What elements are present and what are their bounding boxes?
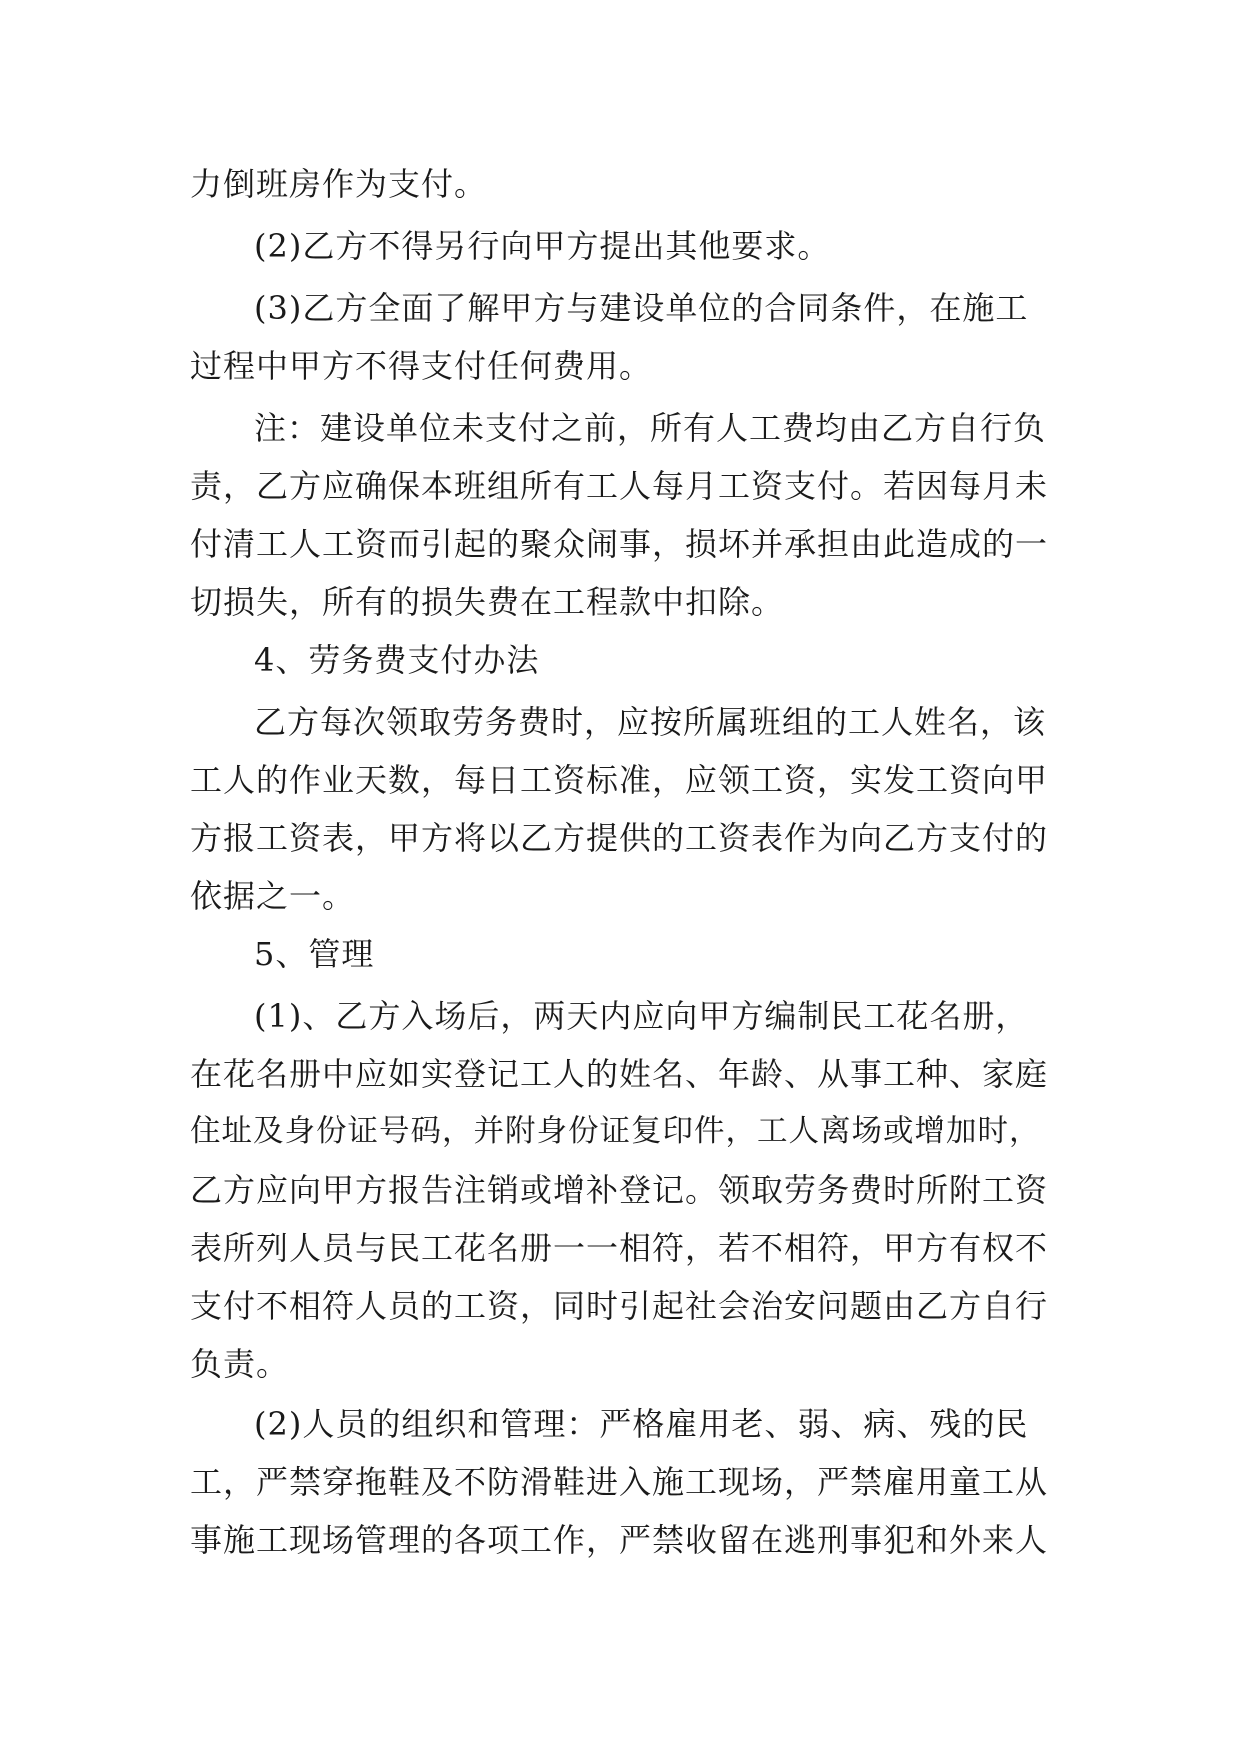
text-line: 表所列人员与民工花名册一一相符，若不相符，甲方有权不: [190, 1229, 1049, 1267]
text-line: 依据之一。: [190, 877, 356, 915]
text-line: 付清工人工资而引起的聚众闹事，损坏并承担由此造成的一: [190, 525, 1049, 563]
section-heading: 4、劳务费支付办法: [254, 641, 540, 679]
text-line: 支付不相符人员的工资，同时引起社会治安问题由乙方自行: [190, 1287, 1049, 1325]
text-line: 工人的作业天数，每日工资标准，应领工资，实发工资向甲: [190, 761, 1049, 799]
text-line: (2)乙方不得另行向甲方提出其他要求。: [254, 227, 831, 265]
text-line: 住址及身份证号码，并附身份证复印件，工人离场或增加时，: [190, 1114, 1041, 1149]
text-line: 方报工资表，甲方将以乙方提供的工资表作为向乙方支付的: [190, 819, 1049, 857]
text-line: 乙方应向甲方报告注销或增补登记。领取劳务费时所附工资: [190, 1171, 1049, 1209]
text-line: (3)乙方全面了解甲方与建设单位的合同条件，在施工: [254, 289, 1029, 327]
text-line: (2)人员的组织和管理：严格雇用老、弱、病、残的民: [254, 1405, 1029, 1443]
text-line: 事施工现场管理的各项工作，严禁收留在逃刑事犯和外来人: [190, 1521, 1049, 1559]
text-line: (1)、乙方入场后，两天内应向甲方编制民工花名册，: [254, 997, 1029, 1035]
text-line: 负责。: [190, 1345, 290, 1383]
text-line: 注：建设单位未支付之前，所有人工费均由乙方自行负: [254, 409, 1047, 447]
text-line: 责，乙方应确保本班组所有工人每月工资支付。若因每月未: [190, 467, 1049, 505]
text-line: 乙方每次领取劳务费时，应按所属班组的工人姓名，该: [254, 703, 1047, 741]
text-line: 工，严禁穿拖鞋及不防滑鞋进入施工现场，严禁雇用童工从: [190, 1463, 1049, 1501]
text-line: 在花名册中应如实登记工人的姓名、年龄、从事工种、家庭: [190, 1055, 1049, 1093]
section-heading: 5、管理: [254, 935, 375, 973]
text-line: 力倒班房作为支付。: [190, 165, 488, 203]
text-line: 切损失，所有的损失费在工程款中扣除。: [190, 583, 785, 621]
text-line: 过程中甲方不得支付任何费用。: [190, 347, 653, 385]
